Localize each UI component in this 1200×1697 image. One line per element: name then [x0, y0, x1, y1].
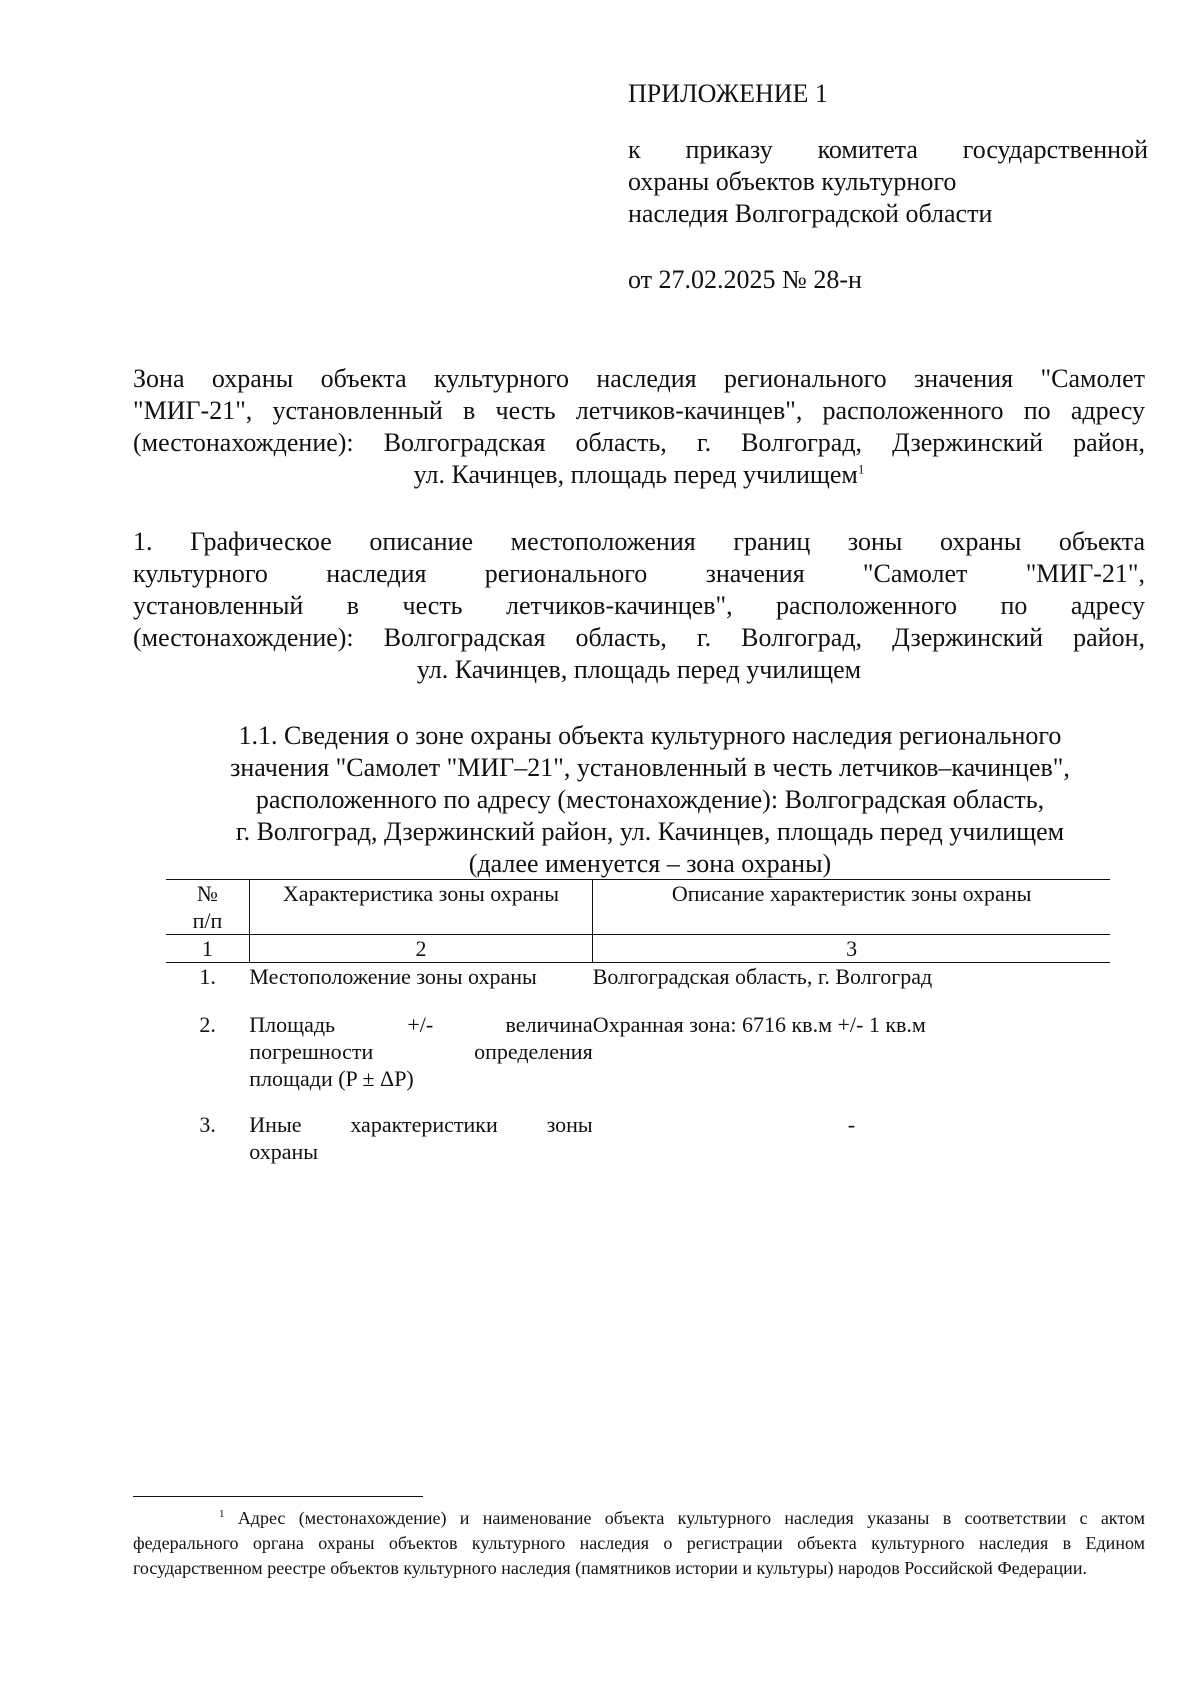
- row-characteristic-line: площади (P ± ΔP): [249, 1066, 414, 1091]
- appendix-date: от 27.02.2025 № 28-н: [628, 265, 862, 294]
- zone-title-line: ул. Качинцев, площадь перед училищем: [413, 460, 858, 489]
- footnote-divider: [133, 1496, 423, 1497]
- section-1-line: установленный в честь летчиков-качинцев", расположенного по адресу: [133, 591, 1145, 620]
- section-1-line: ул. Качинцев, площадь перед училищем: [416, 655, 862, 684]
- section-1-1-line: 1.1. Сведения о зоне охраны объекта культурного наследия регионального: [238, 721, 1062, 750]
- header-number-cell: [166, 880, 249, 935]
- zone-title-line-last: [133, 459, 1145, 491]
- appendix-title: ПРИЛОЖЕНИЕ 1: [628, 79, 828, 108]
- numbering-cell: 1: [166, 935, 249, 963]
- section-1-1-heading: [160, 720, 1140, 880]
- numbering-cell: 3: [593, 935, 1110, 963]
- zone-title-line: "МИГ-21", установленный в честь летчиков-качинцев", расположенного по адресу: [133, 396, 1145, 425]
- section-1-1-line: (далее именуется – зона охраны): [468, 849, 832, 878]
- row-number: 2.: [199, 1012, 216, 1037]
- zone-title: [133, 363, 1145, 491]
- section-1-1-line: г. Волгоград, Дзержинский район, ул. Качинцев, площадь перед училищем: [235, 817, 1065, 846]
- table-header-row: [166, 880, 1110, 935]
- header-description-cell: Описание характеристик зоны охраны: [593, 880, 1110, 935]
- row-characteristic: Местоположение зоны охраны: [249, 964, 537, 989]
- table-numbering-row: [166, 935, 1110, 963]
- zone-title-line: Зона охраны объекта культурного наследия регионального значения "Самолет: [133, 364, 1145, 393]
- footnote-text: Адрес (местонахождение) и наименование объекта культурного наследия указаны в соответствии с актом федерального органа охраны объектов культурного наследия о регистрации объекта культурного наследия в Едином государственном реестре объектов культурного наследия (памятников истории и культуры) народов Российской Федерации.: [133, 1508, 1145, 1578]
- section-1-1-line: расположенного по адресу (местонахождение): Волгоградская область,: [255, 785, 1045, 814]
- header-characteristic-cell: Характеристика зоны охраны: [249, 880, 592, 935]
- row-characteristic-line: охраны: [249, 1139, 319, 1164]
- appendix-order-line: к приказу комитета государственной: [628, 135, 1148, 164]
- row-number: 1.: [199, 964, 216, 989]
- numbering-cell: 2: [249, 935, 592, 963]
- section-1-1-line: значения "Самолет "МИГ–21", установленный в честь летчиков–качинцев",: [230, 753, 1070, 782]
- footnote-reference[interactable]: 1: [857, 461, 865, 477]
- row-description: Волгоградская область, г. Волгоград: [592, 964, 933, 989]
- table-row: [166, 1111, 1110, 1171]
- section-1-line: культурного наследия регионального значения "Самолет "МИГ-21",: [133, 559, 1145, 588]
- appendix-org-line-2: наследия Волгоградской области: [628, 199, 993, 228]
- row-characteristic-line: Иные характеристики зоны: [249, 1112, 593, 1137]
- header-number-sign: №: [196, 881, 218, 906]
- table-row: [166, 1011, 1110, 1111]
- section-1-line: 1. Графическое описание местоположения границ зоны охраны объекта: [133, 527, 1145, 556]
- table-row: [166, 963, 1110, 1012]
- zone-characteristics-table: [166, 879, 1110, 1171]
- footnote-mark: 1: [219, 1508, 225, 1520]
- row-characteristic: [249, 1111, 592, 1171]
- row-characteristic: [249, 1011, 592, 1111]
- row-characteristic-line: погрешности определения: [249, 1039, 593, 1064]
- section-1-heading: [133, 526, 1145, 686]
- header-number-abbr: п/п: [192, 908, 223, 933]
- section-1-line: (местонахождение): Волгоградская область, г. Волгоград, Дзержинский район,: [133, 623, 1145, 652]
- row-description: Охранная зона: 6716 кв.м +/- 1 кв.м: [592, 1012, 926, 1037]
- appendix-org-line-1: охраны объектов культурного: [628, 167, 957, 196]
- row-number: 3.: [199, 1112, 216, 1137]
- footnote: [133, 1506, 1145, 1581]
- row-characteristic-line: Площадь +/- величина: [249, 1012, 593, 1037]
- row-description: -: [847, 1112, 856, 1137]
- zone-title-line: (местонахождение): Волгоградская область, г. Волгоград, Дзержинский район,: [133, 428, 1145, 457]
